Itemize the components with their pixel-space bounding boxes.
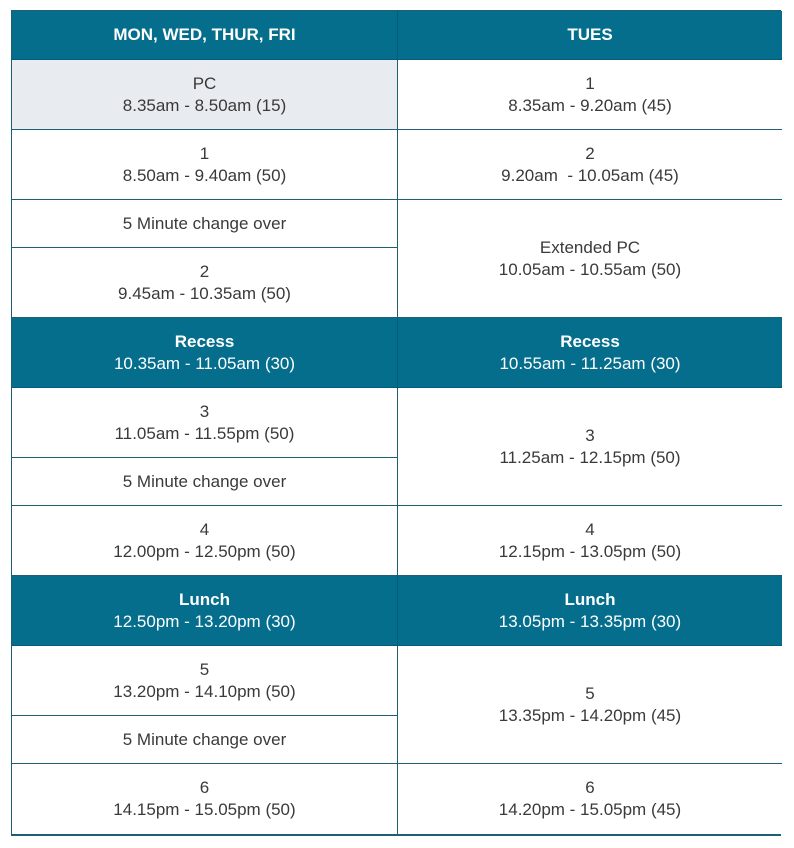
tues-period-4 bbox=[398, 506, 782, 576]
break-label: Lunch bbox=[564, 589, 616, 609]
period-time: 12.00pm - 12.50pm (50) bbox=[113, 541, 296, 561]
period-time: 14.20pm - 15.05pm (45) bbox=[498, 800, 682, 819]
tues-period-1 bbox=[398, 60, 782, 130]
header-label: TUES bbox=[567, 25, 613, 44]
mwtf-period-3 bbox=[12, 388, 398, 458]
tues-period-6 bbox=[398, 764, 782, 834]
tues-recess bbox=[398, 318, 782, 388]
period-time: 12.15pm - 13.05pm (50) bbox=[498, 541, 682, 561]
break-label: Recess bbox=[560, 331, 620, 351]
period-label: 3 bbox=[585, 425, 595, 445]
period-label: 1 bbox=[585, 73, 595, 93]
period-time: 9.20am - 10.05am (45) bbox=[501, 165, 679, 185]
period-label: 4 bbox=[199, 519, 210, 539]
period-time: 11.05am - 11.55pm (50) bbox=[114, 423, 295, 443]
tues-period-3 bbox=[398, 388, 782, 506]
change-over-label: 5 Minute change over bbox=[122, 729, 287, 749]
break-time: 10.55am - 11.25am (30) bbox=[499, 353, 681, 373]
change-over-label: 5 Minute change over bbox=[122, 213, 287, 233]
period-time: 8.50am - 9.40am (50) bbox=[122, 165, 287, 185]
period-time: 13.20pm - 14.10pm (50) bbox=[113, 681, 296, 701]
header-label: MON, WED, THUR, FRI bbox=[113, 25, 296, 44]
period-time: 11.25am - 12.15pm (50) bbox=[499, 447, 681, 467]
period-label: 5 bbox=[585, 683, 595, 703]
mwtf-period-4 bbox=[12, 506, 398, 576]
mwtf-pc bbox=[12, 60, 398, 130]
period-time: 8.35am - 8.50am (15) bbox=[122, 95, 287, 115]
period-label: 6 bbox=[199, 778, 210, 797]
break-time: 10.35am - 11.05am (30) bbox=[113, 353, 296, 373]
tues-extended-pc bbox=[398, 200, 782, 318]
tues-period-5 bbox=[398, 646, 782, 764]
tues-period-2 bbox=[398, 130, 782, 200]
header-tues bbox=[398, 11, 782, 60]
break-time: 13.05pm - 13.35pm (30) bbox=[498, 611, 682, 631]
mwtf-period-6 bbox=[12, 764, 398, 834]
break-label: Lunch bbox=[179, 589, 230, 609]
period-label: 4 bbox=[585, 519, 595, 539]
mwtf-period-1 bbox=[12, 130, 398, 200]
mwtf-recess bbox=[12, 318, 398, 388]
period-label: 5 bbox=[199, 659, 210, 679]
period-time: 8.35am - 9.20am (45) bbox=[508, 95, 672, 115]
mwtf-lunch bbox=[12, 576, 398, 646]
mwtf-period-5 bbox=[12, 646, 398, 716]
period-label: 2 bbox=[585, 143, 595, 163]
period-time: 14.15pm - 15.05pm (50) bbox=[113, 800, 296, 819]
bell-times-table bbox=[11, 10, 781, 836]
mwtf-change-over-3 bbox=[12, 716, 398, 764]
break-time: 12.50pm - 13.20pm (30) bbox=[113, 611, 296, 631]
period-label: 2 bbox=[199, 261, 210, 281]
break-label: Recess bbox=[174, 331, 235, 351]
period-label: PC bbox=[192, 73, 217, 93]
period-time: 10.05am - 10.55am (50) bbox=[498, 259, 682, 279]
period-label: 3 bbox=[199, 401, 210, 421]
period-label: 6 bbox=[585, 778, 595, 797]
change-over-label: 5 Minute change over bbox=[122, 471, 287, 491]
period-time: 13.35pm - 14.20pm (45) bbox=[498, 705, 682, 725]
tues-lunch bbox=[398, 576, 782, 646]
period-label: 1 bbox=[199, 143, 210, 163]
mwtf-change-over-2 bbox=[12, 458, 398, 506]
period-label: Extended PC bbox=[539, 237, 641, 257]
header-mon-wed-thur-fri bbox=[12, 11, 398, 60]
period-time: 9.45am - 10.35am (50) bbox=[118, 283, 291, 303]
mwtf-change-over-1 bbox=[12, 200, 398, 248]
mwtf-period-2 bbox=[12, 248, 398, 318]
